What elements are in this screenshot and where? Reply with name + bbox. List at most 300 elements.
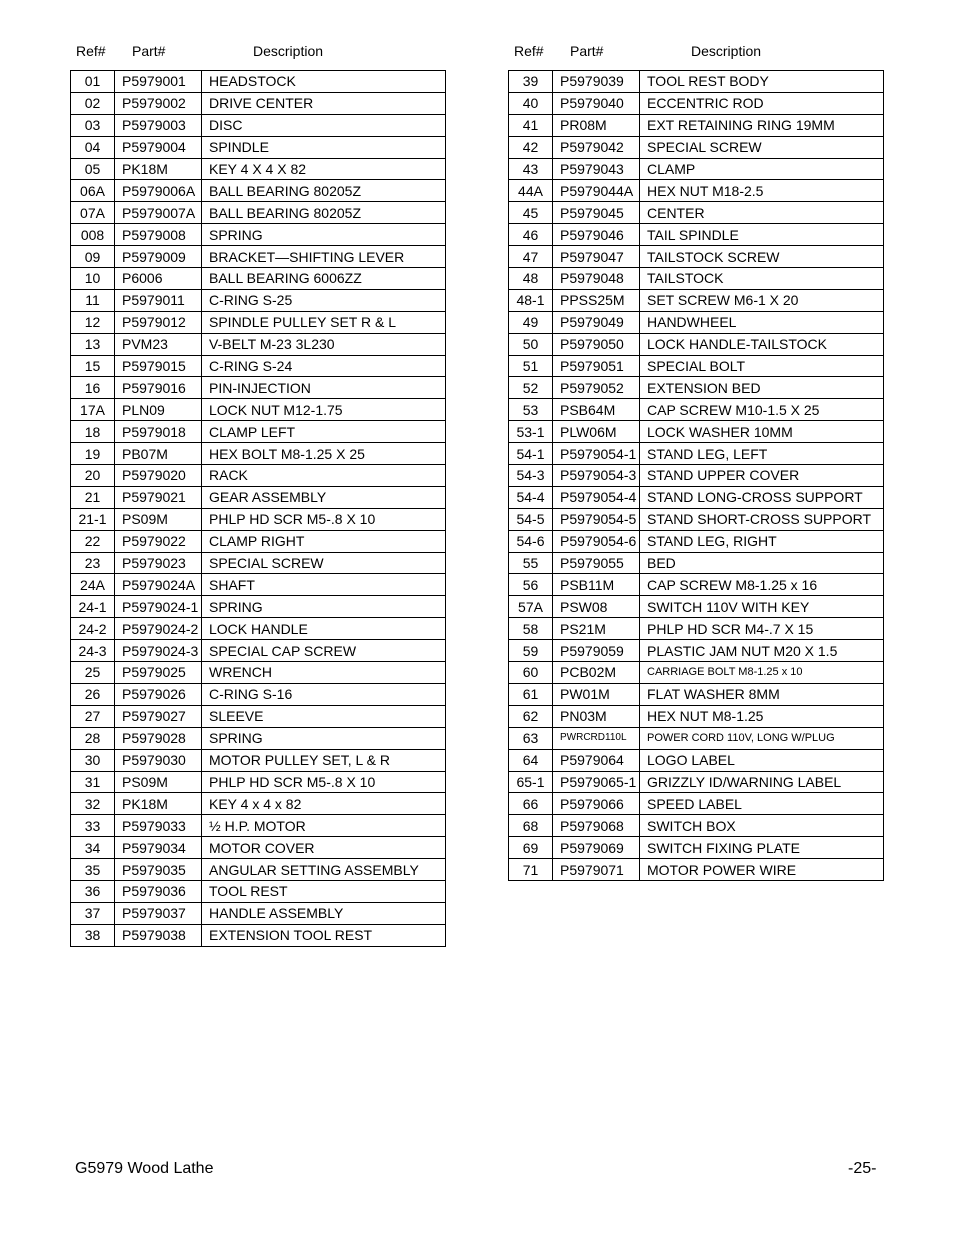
part-number-cell: P5979022 — [115, 530, 202, 552]
part-number-cell: PWRCRD110L — [553, 727, 640, 749]
part-number-cell: P5979039 — [553, 71, 640, 93]
ref-cell: 48 — [509, 268, 553, 290]
column-headers-left — [70, 0, 446, 70]
ref-cell: 36 — [71, 880, 115, 902]
description-cell: CARRIAGE BOLT M8-1.25 x 10 — [640, 662, 884, 684]
part-number-cell: P5979068 — [553, 815, 640, 837]
ref-cell: 06A — [71, 180, 115, 202]
table-row — [71, 92, 446, 114]
description-cell: CAP SCREW M10-1.5 X 25 — [640, 399, 884, 421]
description-cell: SPRING — [202, 596, 446, 618]
ref-cell: 19 — [71, 443, 115, 465]
table-row — [509, 640, 884, 662]
part-number-cell: PSB64M — [553, 399, 640, 421]
part-number-cell: P5979069 — [553, 837, 640, 859]
part-number-cell: P5979024-3 — [115, 640, 202, 662]
ref-cell: 63 — [509, 727, 553, 749]
table-row — [71, 683, 446, 705]
description-cell: MOTOR POWER WIRE — [640, 859, 884, 881]
part-number-cell: P5979054-1 — [553, 443, 640, 465]
footer-title: G5979 Wood Lathe — [75, 1160, 214, 1177]
table-row — [509, 596, 884, 618]
part-number-cell: PB07M — [115, 443, 202, 465]
description-cell: STAND LONG-CROSS SUPPORT — [640, 486, 884, 508]
ref-cell: 54-6 — [509, 530, 553, 552]
description-cell: GRIZZLY ID/WARNING LABEL — [640, 771, 884, 793]
table-row — [71, 618, 446, 640]
table-row — [71, 443, 446, 465]
table-row — [71, 377, 446, 399]
ref-cell: 61 — [509, 683, 553, 705]
ref-cell: 23 — [71, 552, 115, 574]
table-row — [71, 421, 446, 443]
ref-cell: 11 — [71, 289, 115, 311]
ref-cell: 53 — [509, 399, 553, 421]
description-cell: MOTOR COVER — [202, 837, 446, 859]
part-number-cell: P5979050 — [553, 333, 640, 355]
table-row — [71, 924, 446, 946]
description-cell: CLAMP LEFT — [202, 421, 446, 443]
part-number-cell: PLN09 — [115, 399, 202, 421]
table-row — [71, 880, 446, 902]
table-row — [509, 246, 884, 268]
ref-cell: 47 — [509, 246, 553, 268]
ref-cell: 21 — [71, 486, 115, 508]
table-row — [509, 114, 884, 136]
table-row — [71, 114, 446, 136]
table-row — [509, 859, 884, 881]
description-cell: CENTER — [640, 202, 884, 224]
description-cell: SWITCH BOX — [640, 815, 884, 837]
table-row — [71, 333, 446, 355]
part-number-cell: P5979049 — [553, 311, 640, 333]
part-number-cell: P5979054-3 — [553, 465, 640, 487]
description-cell: SPECIAL SCREW — [640, 136, 884, 158]
parts-list-left — [70, 0, 446, 947]
description-cell: LOCK HANDLE-TAILSTOCK — [640, 333, 884, 355]
ref-cell: 24A — [71, 574, 115, 596]
description-cell: DRIVE CENTER — [202, 92, 446, 114]
description-cell: SET SCREW M6-1 X 20 — [640, 289, 884, 311]
description-cell: HEX NUT M18-2.5 — [640, 180, 884, 202]
part-number-cell: P5979002 — [115, 92, 202, 114]
table-row — [71, 771, 446, 793]
column-headers-right — [508, 0, 884, 70]
ref-cell: 35 — [71, 859, 115, 881]
description-cell: BRACKET—SHIFTING LEVER — [202, 246, 446, 268]
ref-cell: 44A — [509, 180, 553, 202]
ref-cell: 64 — [509, 749, 553, 771]
table-row — [71, 837, 446, 859]
page-number: -25- — [848, 1160, 877, 1177]
ref-cell: 39 — [509, 71, 553, 93]
table-row — [509, 180, 884, 202]
part-number-cell: P5979033 — [115, 815, 202, 837]
description-cell: V-BELT M-23 3L230 — [202, 333, 446, 355]
table-row — [71, 815, 446, 837]
part-number-cell: P5979040 — [553, 92, 640, 114]
table-row — [509, 793, 884, 815]
part-header: Part# — [570, 43, 604, 59]
description-cell: BALL BEARING 6006ZZ — [202, 268, 446, 290]
ref-cell: 15 — [71, 355, 115, 377]
part-number-cell: P5979012 — [115, 311, 202, 333]
ref-cell: 24-1 — [71, 596, 115, 618]
description-cell: EXTENSION TOOL REST — [202, 924, 446, 946]
description-cell: STAND LEG, RIGHT — [640, 530, 884, 552]
part-number-cell: PS09M — [115, 771, 202, 793]
description-cell: KEY 4 X 4 X 82 — [202, 158, 446, 180]
ref-cell: 58 — [509, 618, 553, 640]
ref-cell: 57A — [509, 596, 553, 618]
ref-cell: 22 — [71, 530, 115, 552]
ref-cell: 68 — [509, 815, 553, 837]
table-row — [509, 465, 884, 487]
description-cell: POWER CORD 110V, LONG W/PLUG — [640, 727, 884, 749]
table-row — [509, 486, 884, 508]
part-number-cell: PR08M — [553, 114, 640, 136]
part-number-cell: P5979018 — [115, 421, 202, 443]
ref-cell: 24-2 — [71, 618, 115, 640]
part-number-cell: P5979003 — [115, 114, 202, 136]
part-number-cell: P5979015 — [115, 355, 202, 377]
part-number-cell: P5979054-4 — [553, 486, 640, 508]
ref-cell: 13 — [71, 333, 115, 355]
ref-cell: 71 — [509, 859, 553, 881]
part-number-cell: P5979059 — [553, 640, 640, 662]
ref-cell: 59 — [509, 640, 553, 662]
table-row — [509, 268, 884, 290]
part-number-cell: PS21M — [553, 618, 640, 640]
ref-cell: 12 — [71, 311, 115, 333]
part-number-cell: P6006 — [115, 268, 202, 290]
ref-cell: 46 — [509, 224, 553, 246]
table-row — [71, 202, 446, 224]
table-row — [71, 486, 446, 508]
description-header: Description — [253, 43, 324, 59]
part-number-cell: P5979071 — [553, 859, 640, 881]
ref-cell: 16 — [71, 377, 115, 399]
table-row — [509, 683, 884, 705]
ref-cell: 54-1 — [509, 443, 553, 465]
description-cell: SPINDLE PULLEY SET R & L — [202, 311, 446, 333]
ref-cell: 008 — [71, 224, 115, 246]
ref-cell: 17A — [71, 399, 115, 421]
parts-table-left — [70, 70, 446, 947]
description-cell: BALL BEARING 80205Z — [202, 202, 446, 224]
table-row — [509, 618, 884, 640]
part-number-cell: P5979052 — [553, 377, 640, 399]
table-row — [71, 508, 446, 530]
ref-cell: 27 — [71, 705, 115, 727]
ref-cell: 53-1 — [509, 421, 553, 443]
ref-cell: 48-1 — [509, 289, 553, 311]
part-number-cell: P5979023 — [115, 552, 202, 574]
table-row — [509, 333, 884, 355]
part-number-cell: PSW08 — [553, 596, 640, 618]
part-number-cell: P5979064 — [553, 749, 640, 771]
part-header: Part# — [132, 43, 166, 59]
part-number-cell: PSB11M — [553, 574, 640, 596]
ref-cell: 32 — [71, 793, 115, 815]
table-row — [71, 596, 446, 618]
table-row — [509, 377, 884, 399]
table-row — [71, 71, 446, 93]
part-number-cell: P5979024A — [115, 574, 202, 596]
table-row — [509, 311, 884, 333]
description-cell: CLAMP — [640, 158, 884, 180]
description-cell: TAILSTOCK — [640, 268, 884, 290]
table-row — [71, 705, 446, 727]
part-number-cell: PK18M — [115, 158, 202, 180]
description-cell: PLASTIC JAM NUT M20 X 1.5 — [640, 640, 884, 662]
description-cell: HANDLE ASSEMBLY — [202, 902, 446, 924]
ref-cell: 04 — [71, 136, 115, 158]
description-cell: STAND UPPER COVER — [640, 465, 884, 487]
description-cell: PHLP HD SCR M5-.8 X 10 — [202, 508, 446, 530]
description-cell: HANDWHEEL — [640, 311, 884, 333]
part-number-cell: P5979036 — [115, 880, 202, 902]
ref-cell: 55 — [509, 552, 553, 574]
table-row — [509, 399, 884, 421]
part-number-cell: PVM23 — [115, 333, 202, 355]
description-cell: ECCENTRIC ROD — [640, 92, 884, 114]
ref-cell: 38 — [71, 924, 115, 946]
description-cell: HEADSTOCK — [202, 71, 446, 93]
description-cell: CAP SCREW M8-1.25 x 16 — [640, 574, 884, 596]
description-cell: CLAMP RIGHT — [202, 530, 446, 552]
ref-cell: 52 — [509, 377, 553, 399]
description-cell: ANGULAR SETTING ASSEMBLY — [202, 859, 446, 881]
ref-header: Ref# — [514, 43, 544, 59]
table-row — [71, 640, 446, 662]
table-row — [509, 530, 884, 552]
table-row — [509, 837, 884, 859]
description-cell: GEAR ASSEMBLY — [202, 486, 446, 508]
table-row — [509, 815, 884, 837]
description-cell: SPECIAL BOLT — [640, 355, 884, 377]
parts-list-right — [508, 0, 884, 881]
table-row — [71, 749, 446, 771]
description-cell: SWITCH FIXING PLATE — [640, 837, 884, 859]
part-number-cell: P5979028 — [115, 727, 202, 749]
ref-cell: 54-4 — [509, 486, 553, 508]
ref-cell: 43 — [509, 158, 553, 180]
ref-cell: 02 — [71, 92, 115, 114]
ref-cell: 21-1 — [71, 508, 115, 530]
ref-cell: 45 — [509, 202, 553, 224]
part-number-cell: PS09M — [115, 508, 202, 530]
ref-cell: 18 — [71, 421, 115, 443]
table-row — [71, 268, 446, 290]
ref-cell: 49 — [509, 311, 553, 333]
part-number-cell: P5979043 — [553, 158, 640, 180]
part-number-cell: P5979066 — [553, 793, 640, 815]
ref-cell: 66 — [509, 793, 553, 815]
ref-cell: 60 — [509, 662, 553, 684]
description-cell: TOOL REST — [202, 880, 446, 902]
description-cell: SPINDLE — [202, 136, 446, 158]
part-number-cell: P5979024-1 — [115, 596, 202, 618]
description-cell: TAILSTOCK SCREW — [640, 246, 884, 268]
table-row — [509, 202, 884, 224]
part-number-cell: P5979035 — [115, 859, 202, 881]
part-number-cell: P5979027 — [115, 705, 202, 727]
ref-cell: 65-1 — [509, 771, 553, 793]
part-number-cell: P5979051 — [553, 355, 640, 377]
ref-cell: 40 — [509, 92, 553, 114]
part-number-cell: P5979021 — [115, 486, 202, 508]
ref-cell: 56 — [509, 574, 553, 596]
description-cell: SLEEVE — [202, 705, 446, 727]
ref-cell: 51 — [509, 355, 553, 377]
part-number-cell: PLW06M — [553, 421, 640, 443]
ref-cell: 25 — [71, 662, 115, 684]
ref-cell: 28 — [71, 727, 115, 749]
part-number-cell: P5979004 — [115, 136, 202, 158]
ref-cell: 33 — [71, 815, 115, 837]
part-number-cell: P5979045 — [553, 202, 640, 224]
part-number-cell: P5979048 — [553, 268, 640, 290]
table-row — [71, 399, 446, 421]
ref-header: Ref# — [76, 43, 106, 59]
description-cell: STAND SHORT-CROSS SUPPORT — [640, 508, 884, 530]
table-row — [509, 355, 884, 377]
part-number-cell: P5979024-2 — [115, 618, 202, 640]
description-header: Description — [691, 43, 762, 59]
table-row — [71, 793, 446, 815]
ref-cell: 01 — [71, 71, 115, 93]
table-row — [509, 508, 884, 530]
part-number-cell: P5979020 — [115, 465, 202, 487]
description-cell: KEY 4 x 4 x 82 — [202, 793, 446, 815]
ref-cell: 10 — [71, 268, 115, 290]
table-row — [71, 662, 446, 684]
table-row — [71, 859, 446, 881]
description-cell: ½ H.P. MOTOR — [202, 815, 446, 837]
ref-cell: 26 — [71, 683, 115, 705]
table-row — [509, 705, 884, 727]
table-row — [509, 552, 884, 574]
description-cell: LOCK NUT M12-1.75 — [202, 399, 446, 421]
description-cell: LOCK HANDLE — [202, 618, 446, 640]
description-cell: MOTOR PULLEY SET, L & R — [202, 749, 446, 771]
table-row — [71, 158, 446, 180]
part-number-cell: P5979038 — [115, 924, 202, 946]
ref-cell: 54-3 — [509, 465, 553, 487]
part-number-cell: P5979044A — [553, 180, 640, 202]
ref-cell: 05 — [71, 158, 115, 180]
description-cell: EXT RETAINING RING 19MM — [640, 114, 884, 136]
ref-cell: 07A — [71, 202, 115, 224]
part-number-cell: P5979054-5 — [553, 508, 640, 530]
description-cell: SPRING — [202, 727, 446, 749]
description-cell: LOGO LABEL — [640, 749, 884, 771]
part-number-cell: P5979008 — [115, 224, 202, 246]
part-number-cell: P5979026 — [115, 683, 202, 705]
table-row — [71, 574, 446, 596]
ref-cell: 41 — [509, 114, 553, 136]
description-cell: SHAFT — [202, 574, 446, 596]
table-row — [509, 662, 884, 684]
description-cell: RACK — [202, 465, 446, 487]
ref-cell: 50 — [509, 333, 553, 355]
description-cell: C-RING S-24 — [202, 355, 446, 377]
part-number-cell: PK18M — [115, 793, 202, 815]
table-row — [71, 224, 446, 246]
ref-cell: 09 — [71, 246, 115, 268]
part-number-cell: P5979055 — [553, 552, 640, 574]
table-row — [509, 71, 884, 93]
description-cell: PHLP HD SCR M4-.7 X 15 — [640, 618, 884, 640]
table-row — [509, 421, 884, 443]
table-row — [509, 158, 884, 180]
ref-cell: 31 — [71, 771, 115, 793]
ref-cell: 42 — [509, 136, 553, 158]
table-row — [509, 289, 884, 311]
part-number-cell: PW01M — [553, 683, 640, 705]
table-row — [71, 180, 446, 202]
description-cell: BED — [640, 552, 884, 574]
table-row — [71, 902, 446, 924]
description-cell: SPEED LABEL — [640, 793, 884, 815]
part-number-cell: P5979011 — [115, 289, 202, 311]
table-row — [509, 727, 884, 749]
table-row — [71, 727, 446, 749]
part-number-cell: P5979054-6 — [553, 530, 640, 552]
description-cell: C-RING S-25 — [202, 289, 446, 311]
part-number-cell: P5979046 — [553, 224, 640, 246]
part-number-cell: P5979007A — [115, 202, 202, 224]
ref-cell: 62 — [509, 705, 553, 727]
table-row — [71, 530, 446, 552]
table-row — [509, 136, 884, 158]
description-cell: LOCK WASHER 10MM — [640, 421, 884, 443]
table-row — [509, 574, 884, 596]
ref-cell: 69 — [509, 837, 553, 859]
description-cell: HEX NUT M8-1.25 — [640, 705, 884, 727]
parts-table-right — [508, 70, 884, 881]
part-number-cell: P5979016 — [115, 377, 202, 399]
description-cell: DISC — [202, 114, 446, 136]
description-cell: PHLP HD SCR M5-.8 X 10 — [202, 771, 446, 793]
table-row — [71, 311, 446, 333]
table-row — [71, 246, 446, 268]
part-number-cell: P5979047 — [553, 246, 640, 268]
description-cell: SPRING — [202, 224, 446, 246]
description-cell: C-RING S-16 — [202, 683, 446, 705]
part-number-cell: P5979034 — [115, 837, 202, 859]
table-row — [509, 92, 884, 114]
part-number-cell: PN03M — [553, 705, 640, 727]
part-number-cell: P5979025 — [115, 662, 202, 684]
description-cell: HEX BOLT M8-1.25 X 25 — [202, 443, 446, 465]
description-cell: FLAT WASHER 8MM — [640, 683, 884, 705]
ref-cell: 34 — [71, 837, 115, 859]
table-row — [71, 355, 446, 377]
description-cell: WRENCH — [202, 662, 446, 684]
table-row — [509, 443, 884, 465]
part-number-cell: PCB02M — [553, 662, 640, 684]
description-cell: EXTENSION BED — [640, 377, 884, 399]
ref-cell: 37 — [71, 902, 115, 924]
ref-cell: 20 — [71, 465, 115, 487]
table-row — [71, 289, 446, 311]
part-number-cell: P5979030 — [115, 749, 202, 771]
description-cell: SPECIAL CAP SCREW — [202, 640, 446, 662]
ref-cell: 54-5 — [509, 508, 553, 530]
description-cell: SWITCH 110V WITH KEY — [640, 596, 884, 618]
